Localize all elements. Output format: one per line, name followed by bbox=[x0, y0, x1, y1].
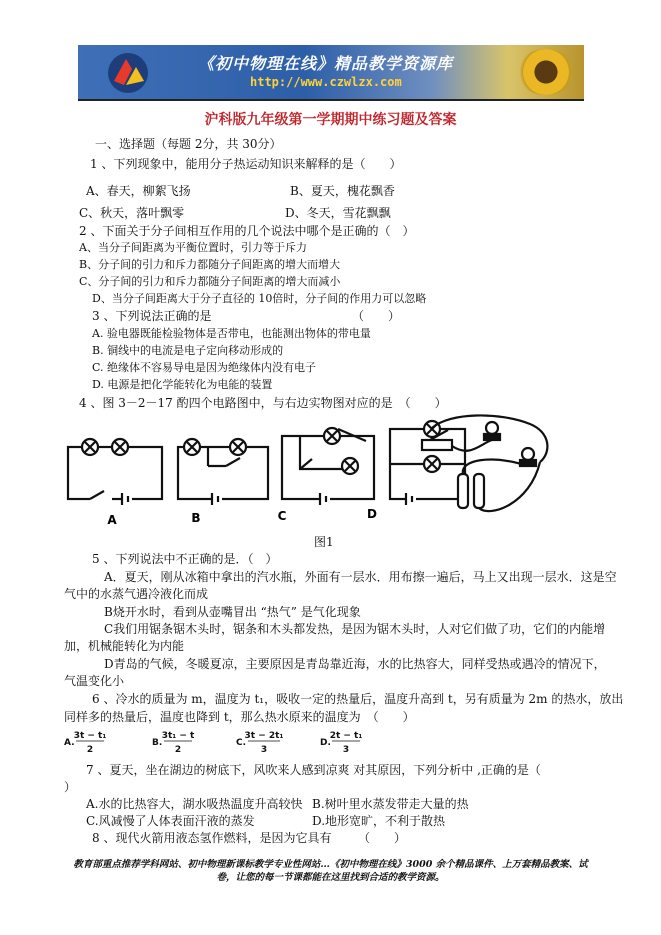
sunflower-image bbox=[516, 49, 576, 95]
q7-stem-line1: 7 、夏天，坐在湖边的树底下，风吹来人感到凉爽 对其原因，下列分析中 ,正确的是（ bbox=[86, 763, 541, 777]
q6-option-b-den: 2 bbox=[174, 745, 182, 755]
q6-options bbox=[64, 728, 384, 758]
q5-option-d-line1: D青岛的气候，冬暖夏凉，主要原因是青岛靠近海，水的比热容大，同样受热或遇冷的情况下， bbox=[104, 657, 606, 671]
q5-option-a-line1: A．夏天，刚从冰箱中拿出的汽水瓶，外面有一层水．用布擦一遍后，马上又出现一层水．这是空 bbox=[104, 570, 617, 584]
q3-option-a: A. 验电器既能检验物体是否带电，也能测出物体的带电量 bbox=[92, 327, 371, 340]
circuit-label-d: D bbox=[367, 507, 377, 521]
q7-option-b: B.树叶里水蒸发带走大量的热 bbox=[312, 797, 469, 811]
q5-stem: 5 、下列说法中不正确的是．（ ） bbox=[92, 552, 278, 566]
q6-stem-line2: 同样多的热量后，温度也降到 t，那么热水原来的温度为 （ ） bbox=[64, 710, 415, 724]
circuit-label-c: C bbox=[277, 509, 287, 523]
q3-option-c: C. 绝缘体不容易导电是因为绝缘体内没有电子 bbox=[92, 361, 317, 374]
q8-paren: （ ） bbox=[358, 831, 407, 845]
q2-option-b: B、分子间的引力和斥力都随分子间距离的增大而增大 bbox=[79, 258, 341, 271]
q6-stem-line1: 6 、冷水的质量为 m，温度为 t₁，吸收一定的热量后，温度升高到 t，另有质量为 2m 的热水，放出 bbox=[92, 692, 624, 706]
q2-option-d: D、当分子间距离大于分子直径的 10倍时，分子间的作用力可以忽略 bbox=[92, 292, 427, 305]
footer-line1: 教育部重点推荐学科网站、初中物理新课标教学专业性网站…《初中物理在线》3000 余个精品课件、上万套精品教案、试 bbox=[73, 859, 588, 870]
q6-option-c-letter: C. bbox=[236, 738, 247, 748]
q7-option-a: A.水的比热容大，湖水吸热温度升高较快 bbox=[86, 797, 303, 811]
q6-option-b-num: 3t₁ − t bbox=[161, 731, 195, 741]
site-logo-icon bbox=[106, 51, 150, 95]
q5-option-a-line2: 气中的水蒸气遇冷液化而成 bbox=[64, 587, 209, 601]
circuit-b bbox=[178, 439, 268, 505]
q3-paren: （ ） bbox=[352, 309, 401, 323]
q5-option-c-line2: 加，机械能转化为内能 bbox=[64, 639, 185, 653]
q6-option-a-num: 3t − t₁ bbox=[73, 731, 107, 741]
q5-option-c-line1: C我们用锯条锯木头时，锯条和木头都发热，是因为锯木头时，人对它们做了功，它们的内能增 bbox=[104, 622, 606, 636]
q6-option-a-den: 2 bbox=[86, 745, 94, 755]
q5-option-d-line2: 气温变化小 bbox=[64, 674, 125, 688]
q2-option-c: C、分子间的引力和斥力都随分子间距离的增大而减小 bbox=[79, 275, 341, 288]
header-banner bbox=[78, 45, 584, 99]
circuit-a bbox=[68, 439, 162, 505]
section-heading: 一、选择题（每题 2分，共 30分） bbox=[95, 137, 282, 151]
document-title: 沪科版九年级第一学期期中练习题及答案 bbox=[204, 112, 457, 128]
q3-option-b: B. 铜线中的电流是电子定向移动形成的 bbox=[92, 344, 284, 357]
q3-option-d: D. 电源是把化学能转化为电能的装置 bbox=[92, 378, 273, 391]
q6-option-a-letter: A. bbox=[64, 738, 75, 748]
q1-option-d: D、冬天，雪花飘飘 bbox=[285, 206, 391, 220]
circuit-diagrams-figure bbox=[60, 414, 560, 532]
q1-stem: 1 、下列现象中，能用分子热运动知识来解释的是（ ） bbox=[90, 157, 402, 171]
q2-stem: 2 、下面关于分子间相互作用的几个说法中哪个是正确的（ ） bbox=[79, 224, 415, 238]
figure-caption: 图1 bbox=[314, 535, 334, 549]
q1-option-c: C、秋天，落叶飘零 bbox=[79, 206, 185, 220]
circuit-label-b: B bbox=[191, 511, 201, 525]
q1-option-a: A、春天，柳絮飞扬 bbox=[86, 184, 191, 198]
site-title: 《初中物理在线》精品教学资源库 bbox=[198, 54, 454, 73]
q8-stem: 8 、现代火箭用液态氢作燃料，是因为它具有 bbox=[92, 831, 332, 845]
q7-option-c: C.风减慢了人体表面汗液的蒸发 bbox=[86, 814, 255, 828]
q7-stem-line2: ） bbox=[64, 780, 77, 794]
q6-option-b-letter: B. bbox=[152, 738, 163, 748]
header-rule bbox=[78, 99, 584, 101]
site-url[interactable]: http://www.czwlzx.com bbox=[250, 75, 402, 89]
q7-option-d: D.地形宽旷，不利于散热 bbox=[312, 814, 446, 828]
q2-option-a: A、当分子间距离为平衡位置时，引力等于斥力 bbox=[79, 241, 307, 254]
footer-line2: 卷，让您的每一节课都能在这里找到合适的教学资源。 bbox=[216, 872, 445, 883]
q5-option-b: B烧开水时，看到从壶嘴冒出 “热气” 是气化现象 bbox=[104, 605, 361, 619]
circuit-label-a: A bbox=[107, 513, 117, 527]
q6-option-d-den: 3 bbox=[342, 745, 350, 755]
q6-option-c-den: 3 bbox=[260, 745, 268, 755]
q3-stem: 3 、下列说法正确的是 bbox=[92, 309, 212, 323]
q6-option-d-letter: D. bbox=[320, 738, 331, 748]
q6-option-c-num: 3t − 2t₁ bbox=[244, 731, 284, 741]
q6-option-d-num: 2t − t₁ bbox=[329, 731, 363, 741]
q1-option-b: B、夏天，槐花飘香 bbox=[290, 184, 395, 198]
q4-stem: 4 、图 3－2－17 酌四个电路图中，与右边实物图对应的是 （ ） bbox=[79, 396, 447, 410]
